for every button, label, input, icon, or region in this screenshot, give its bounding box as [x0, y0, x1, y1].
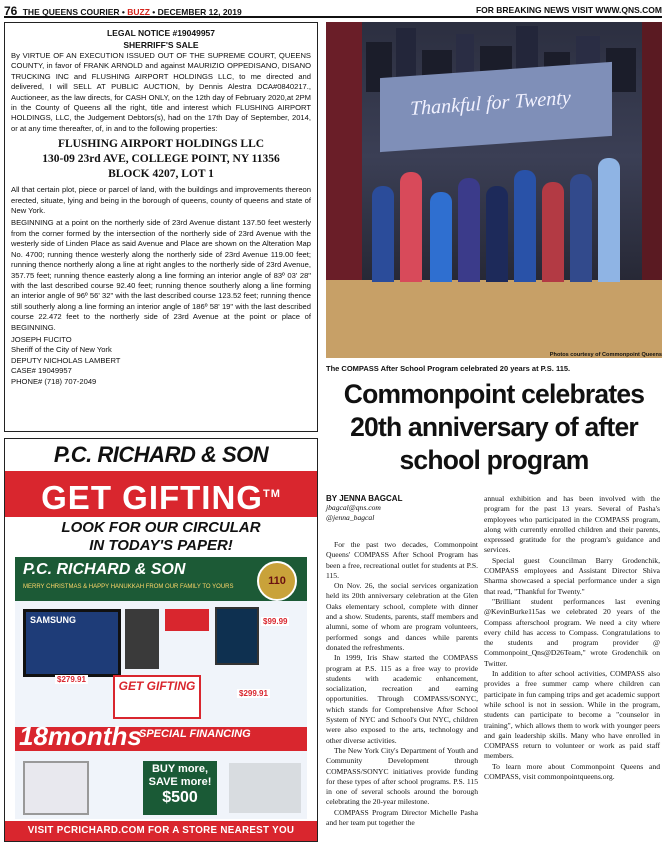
- photo-caption: The COMPASS After School Program celebrated 20 years at P.S. 115.: [326, 364, 571, 373]
- article-paragraph: For the past two decades, Commonpoint Queens' COMPASS After School Program has been a free, recreational outlet for students at P.S. 115.: [326, 540, 478, 580]
- save-amount: $500: [162, 789, 198, 806]
- legal-notice-title: LEGAL NOTICE #19049957: [106, 28, 216, 38]
- computer-product: [23, 761, 89, 815]
- get-gifting-badge: GET GIFTING: [113, 675, 201, 719]
- ad-look-line1: LOOK FOR OUR CIRCULAR: [61, 519, 261, 536]
- author-email[interactable]: jbagcal@qns.com: [326, 503, 381, 512]
- circular-brand: P.C. RICHARD & SON: [23, 561, 186, 578]
- issue-date: DECEMBER 12, 2019: [157, 7, 242, 17]
- signature-line: DEPUTY NICHOLAS LAMBERT: [11, 355, 121, 365]
- legal-paragraph: By VIRTUE OF AN EXECUTION ISSUED OUT OF THE SUPREME COURT, QUEENS COUNTY, in favor of FRANK ARNOLD and against MAURIZIO OPPEDISANO, DISANO TRUCKING INC and FLUSHING AIRPORT HOLDINGS LLC, to me directed and delivered, I will SELL AT PUBLIC AUCTION, by Dennis Alestra DCA#0840217., Auctioneer, as the law directs, for CASH ONLY, on the 12th day of February 2020,at 2PM in the County of Queens all the right, title and interest which FLUSHING AIRPORT HOLDINGS, LLC, the Judgement Debtors(s), had on the 17th Day of September, 2014, or at any time thereafter, of, in and to the following properties:: [11, 51, 311, 133]
- article-paragraph: Special guest Councilman Barry Grodenchik, COMPASS employees and Assistant Director Shiva Sharma showcased a special performance under a sign that read, "Thankful for Twenty.": [484, 555, 660, 596]
- performer: [598, 158, 620, 282]
- photo-credit: Photos courtesy of Commonpoint Queens: [549, 352, 662, 358]
- article-paragraph: On Nov. 26, the social services organization held its 20th anniversary celebration at the Glen Oaks elementary school, complete with dinner and a show. Students, parents, staff members and alumni, some of whom are program volunteers, performed songs and dances while parents donated the refreshments.: [326, 581, 478, 652]
- performer: [542, 182, 564, 282]
- stage-banner: [380, 62, 612, 152]
- financing-band: [15, 721, 307, 751]
- byline: [326, 494, 478, 523]
- circular-tagline: MERRY CHRISTMAS & HAPPY HANUKKAH FROM OUR FAMILY TO YOURS: [23, 584, 234, 590]
- article-photo: [326, 22, 662, 358]
- trademark: TM: [262, 488, 281, 500]
- months-text: 18months: [19, 721, 142, 751]
- article-paragraph: In addition to after school activities, COMPASS also provides a free summer camp where children can participate in fun camping trips and get academic support while school is not in session. While in the program, students can participate to become a "counselor in training", which allows them to work with younger peers and gain leadership skills. Many who have enrolled in COMPASS return to volunteer or work as paid staff members.: [484, 669, 660, 761]
- special-financing-text: SPECIAL FINANCING: [139, 728, 251, 740]
- ad-brand: P.C. RICHARD & SON: [5, 439, 317, 471]
- tablet-product: [215, 607, 259, 665]
- promo-box: [165, 609, 209, 631]
- legal-notice: [4, 22, 318, 432]
- price-tag: $99.99: [263, 617, 288, 626]
- paper-name: THE QUEENS COURIER: [22, 7, 120, 17]
- page-number: 76: [4, 4, 18, 18]
- signature-line: Sheriff of the City of New York: [11, 345, 112, 355]
- ad-headline-text: GET GIFTING: [41, 479, 263, 516]
- price-tag: $299.91: [239, 689, 268, 698]
- signature-line: PHONE# (718) 707-2049: [11, 376, 97, 386]
- signature-line: JOSEPH FUCITO: [11, 334, 72, 344]
- anniversary-seal: 110: [257, 561, 297, 601]
- section-name: BUZZ: [127, 7, 150, 17]
- property-name: FLUSHING AIRPORT HOLDINGS LLC: [57, 138, 265, 151]
- performer: [570, 174, 592, 282]
- article-paragraph: annual exhibition and has been involved with the program for the past 13 years. Several of Pasha's employees who participated in the COMPASS program, along with currently enrolled children and their parents, expressed gratitude for the program's guidance and services.: [484, 494, 660, 555]
- article-paragraph: In 1999, Iris Shaw started the COMPASS program at P.S. 115 as a free way to provide students with academic enhancement, socialization, recreation and earning opportunities. Through COMPASS/SONYC, which stands for Comprehensive After School System of NYC and School's Out NYC, children were also exposed to the arts, technology and other diverse activities.: [326, 653, 478, 745]
- performer: [458, 178, 480, 282]
- visit-website-link[interactable]: VISIT PCRICHARD.COM FOR A STORE NEAREST YOU: [5, 821, 317, 841]
- price-tag: $279.91: [57, 675, 86, 684]
- legal-notice-subtitle: SHERRIFF'S SALE: [123, 40, 199, 50]
- breaking-news-link[interactable]: FOR BREAKING NEWS VISIT WWW.QNS.COM: [475, 5, 662, 15]
- buy-more-text: BUY more, SAVE more!: [148, 763, 212, 788]
- article-paragraph: COMPASS Program Director Michelle Pasha and her team put together the: [326, 807, 478, 828]
- article-column-2: [484, 494, 660, 782]
- ad-look-line2: IN TODAY'S PAPER!: [89, 537, 233, 554]
- author-name: BY JENNA BAGCAL: [326, 494, 403, 503]
- circular-image: [15, 557, 307, 819]
- tv-product: [23, 609, 121, 677]
- banner-text: Thankful for Twenty: [410, 86, 571, 121]
- appliance-product: [229, 763, 301, 813]
- header-left: 76 THE QUEENS COURIER • BUZZ • DECEMBER 12, 2019: [4, 4, 242, 18]
- article-paragraph: "Brilliant student performances last evening @KevinBurke115as we celebrated 20 years of the Compass afterschool program. We need a city where every child has access to Compass. Congratulations to the students and program provider @ Commonpoint_Qns@D26Team," wrote Grodenchik on Twitter.: [484, 596, 660, 668]
- signature-line: CASE# 19049957: [11, 366, 72, 376]
- performer: [514, 170, 536, 282]
- stage-floor: [326, 280, 662, 358]
- tv-brand: SAMSUNG: [30, 615, 77, 625]
- performer: [400, 172, 422, 282]
- performer: [430, 192, 452, 282]
- buy-more-box: [143, 761, 217, 815]
- article-column-1: [326, 540, 478, 828]
- legal-paragraph: All that certain plot, piece or parcel of land, with the buildings and improvements thereon erected, situate, lying and being in the borough of queens, county of queens and state of New York.: [11, 185, 311, 216]
- ad-headline: [5, 471, 317, 517]
- property-block: BLOCK 4207, LOT 1: [108, 168, 214, 181]
- page-header: [4, 2, 662, 18]
- performer: [486, 186, 508, 282]
- legal-paragraph: BEGINNING at a point on the northerly side of 23rd Avenue distant 137.50 feet westerly from the corner formed by the intersection of the northerly side of 23rd Avenue with the westerly side of Linden Place as said Avenue and Place are shown on the Alteration Map No. 4700; running thence westerly along the northerly side of 23rd Avenue 119.00 feet; running thence northerly along a line at right angles to the northerly side of 23rd Avenue, 357.75 feet; running thence easterly along a line forming an interior angle of 83º 03' 28" with the last described course 92.40 feet; running thence southerly along a line forming an interior angle of 96º 56' 32" with the last described course 123.52 feet; running thence still southerly along a line forming an interior angle of 186º 58' 19" with the last described course 22.472 feet to the northerly side of 23rd Avenue at the point or place of BEGINNING.: [11, 218, 311, 332]
- article-paragraph: The New York City's Department of Youth and Community Development through COMPASS/SONYC initiatives provide funding for these types of after school programs. P.S. 115 in one of several schools around the borough celebrating the 20-year milestone.: [326, 745, 478, 807]
- article-headline: Commonpoint celebrates 20th anniversary of after school program: [343, 379, 645, 475]
- article-paragraph: To learn more about Commonpoint Queens and COMPASS, visit commonpointqueens.org.: [484, 761, 660, 782]
- pc-richard-advertisement[interactable]: [4, 438, 318, 842]
- property-address: 130-09 23rd AVE, COLLEGE POINT, NY 11356: [42, 153, 280, 166]
- speaker-product: [125, 609, 159, 669]
- performer: [372, 186, 394, 282]
- author-handle[interactable]: @jenna_bagcal: [326, 513, 375, 522]
